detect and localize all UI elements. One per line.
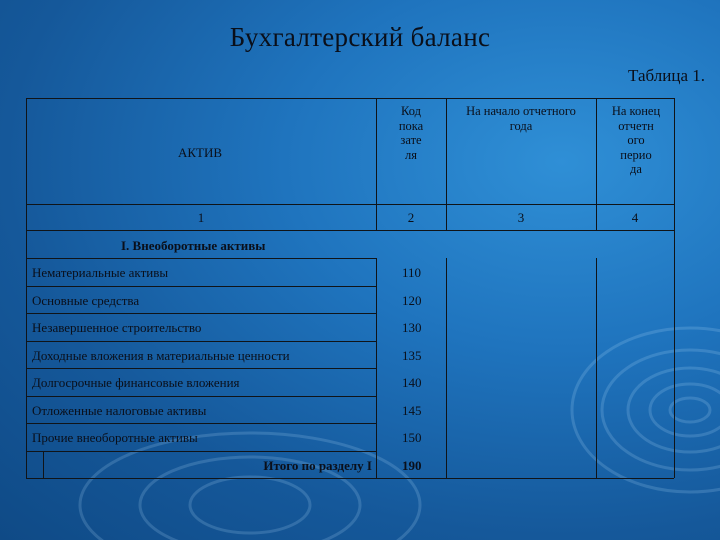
slide-title: Бухгалтерский баланс <box>229 22 491 52</box>
table-row-code: 110 <box>402 265 422 280</box>
header-code: Код пока зате ля <box>398 104 424 162</box>
section-title: I. Внеоборотные активы <box>121 238 266 253</box>
header-period-end: На конец отчетн ого перио да <box>611 104 661 176</box>
column-number-1: 1 <box>197 210 205 225</box>
table-number-label: Таблица 1. <box>628 66 705 85</box>
table-row-name: Доходные вложения в материальные ценности <box>32 348 290 363</box>
table-row-name: Долгосрочные финансовые вложения <box>32 375 240 390</box>
table-row-code: 145 <box>402 403 422 418</box>
table-row-code: 120 <box>402 293 422 308</box>
table-row-code: 130 <box>402 320 422 335</box>
table-row-name: Отложенные налоговые активы <box>32 403 207 418</box>
table-row-name: Прочие внеоборотные активы <box>32 430 198 445</box>
column-number-3: 3 <box>517 210 525 225</box>
header-period-start: На начало отчетного года <box>466 104 576 133</box>
column-number-4: 4 <box>631 210 639 225</box>
table-row-code: 135 <box>402 348 422 363</box>
table-row-name: Незавершенное строительство <box>32 320 202 335</box>
table-row-code: 150 <box>402 430 422 445</box>
header-asset: АКТИВ <box>177 145 223 160</box>
total-code: 190 <box>402 458 422 473</box>
table-row-name: Нематериальные активы <box>32 265 169 280</box>
column-number-2: 2 <box>407 210 415 225</box>
total-label: Итого по разделу I <box>263 458 372 473</box>
table-row-name: Основные средства <box>32 293 140 308</box>
table-row-code: 140 <box>402 375 422 390</box>
